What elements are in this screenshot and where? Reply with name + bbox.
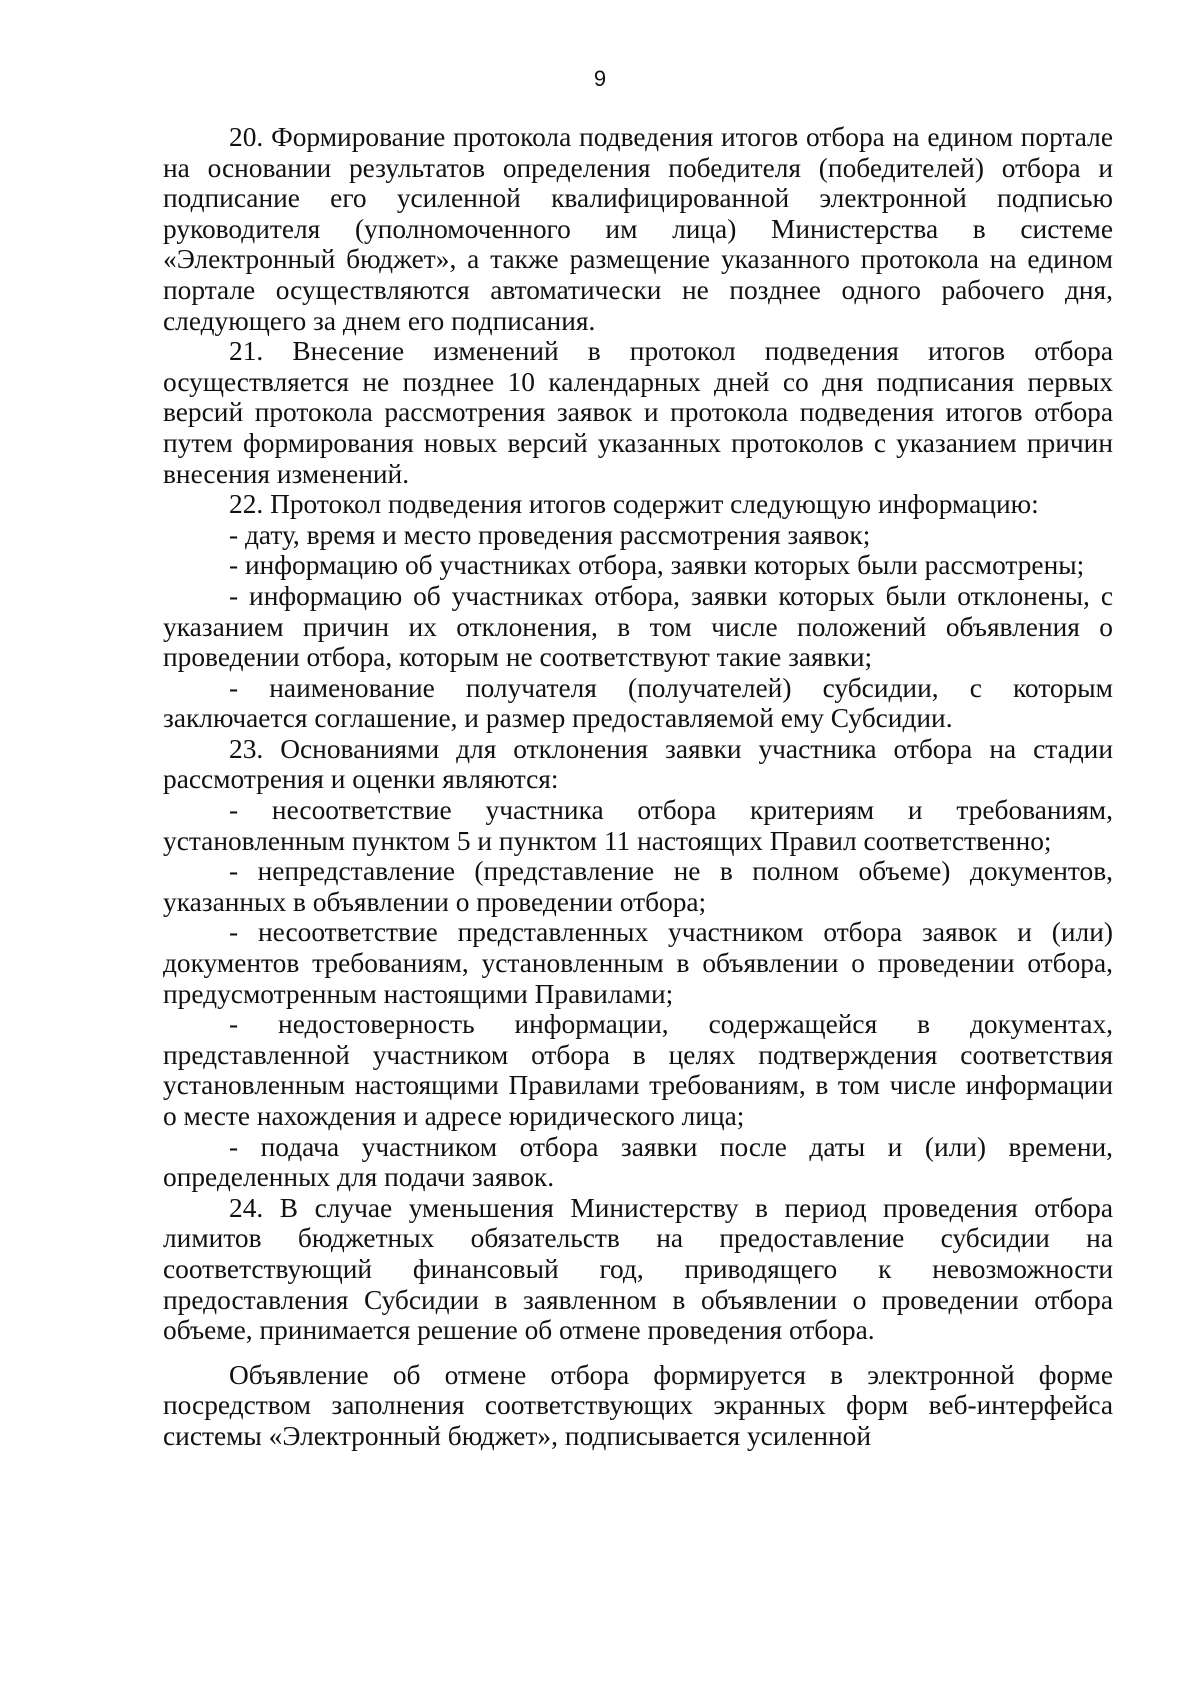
paragraph-23: 23. Основаниями для отклонения заявки участника отбора на стадии рассмотрения и оценки являются: bbox=[163, 733, 1113, 795]
paragraph-21: 21. Внесение изменений в протокол подведения итогов отбора осуществляется не позднее 10 календарных дней со дня подписания первых версий протокола рассмотрения заявок и протокола подведения итогов отбора путем формирования новых версий указанных протоколов с указанием причин внесения изменений. bbox=[163, 336, 1113, 489]
list-item: - несоответствие участника отбора критериям и требованиям, установленным пунктом 5 и пунктом 11 настоящих Правил соответственно; bbox=[163, 795, 1113, 856]
list-item: - недостоверность информации, содержащейся в документах, представленной участником отбора в целях подтверждения соответствия установленным настоящими Правилами требованиям, в том числе информации о месте нахождения и адресе юридического лица; bbox=[163, 1009, 1113, 1131]
page-number: 9 bbox=[593, 66, 607, 91]
paragraph-24: 24. В случае уменьшения Министерству в период проведения отбора лимитов бюджетных обязательств на предоставление субсидии на соответствующий финансовый год, приводящего к невозможности предоставления Субсидии в заявленном в объявлении о проведении отбора объеме, принимается решение об отмене проведения отбора. bbox=[163, 1192, 1113, 1346]
list-item: - информацию об участниках отбора, заявки которых были рассмотрены; bbox=[229, 550, 1085, 581]
list-item: - наименование получателя (получателей) субсидии, с которым заключается соглашение, и размер предоставляемой ему Субсидии. bbox=[163, 672, 1113, 734]
document-body bbox=[163, 122, 1113, 1452]
paragraph-22: 22. Протокол подведения итогов содержит следующую информацию: bbox=[229, 489, 1039, 520]
list-item: - несоответствие представленных участником отбора заявок и (или) документов требованиям, установленным в объявлении о проведении отбора, предусмотренным настоящими Правилами; bbox=[163, 917, 1113, 1009]
list-item: - непредставление (представление не в полном объеме) документов, указанных в объявлении о проведении отбора; bbox=[163, 856, 1113, 917]
list-item: - подача участником отбора заявки после даты и (или) времени, определенных для подачи заявок. bbox=[163, 1131, 1113, 1193]
paragraph-20: 20. Формирование протокола подведения итогов отбора на едином портале на основании результатов определения победителя (победителей) отбора и подписание его усиленной квалифицированной электронной подписью руководителя (уполномоченного им лица) Министерства в системе «Электронный бюджет», а также размещение указанного протокола на едином портале осуществляются автоматически не позднее одного рабочего дня, следующего за днем его подписания. bbox=[163, 122, 1113, 336]
paragraph-cancellation-notice: Объявление об отмене отбора формируется в электронной форме посредством заполнения соответствующих экранных форм веб-интерфейса системы «Электронный бюджет», подписывается усиленной bbox=[163, 1359, 1113, 1451]
list-item: - дату, время и место проведения рассмотрения заявок; bbox=[229, 519, 871, 550]
list-item: - информацию об участниках отбора, заявки которых были отклонены, с указанием причин их отклонения, в том числе положений объявления о проведении отбора, которым не соответствуют такие заявки; bbox=[163, 580, 1113, 673]
